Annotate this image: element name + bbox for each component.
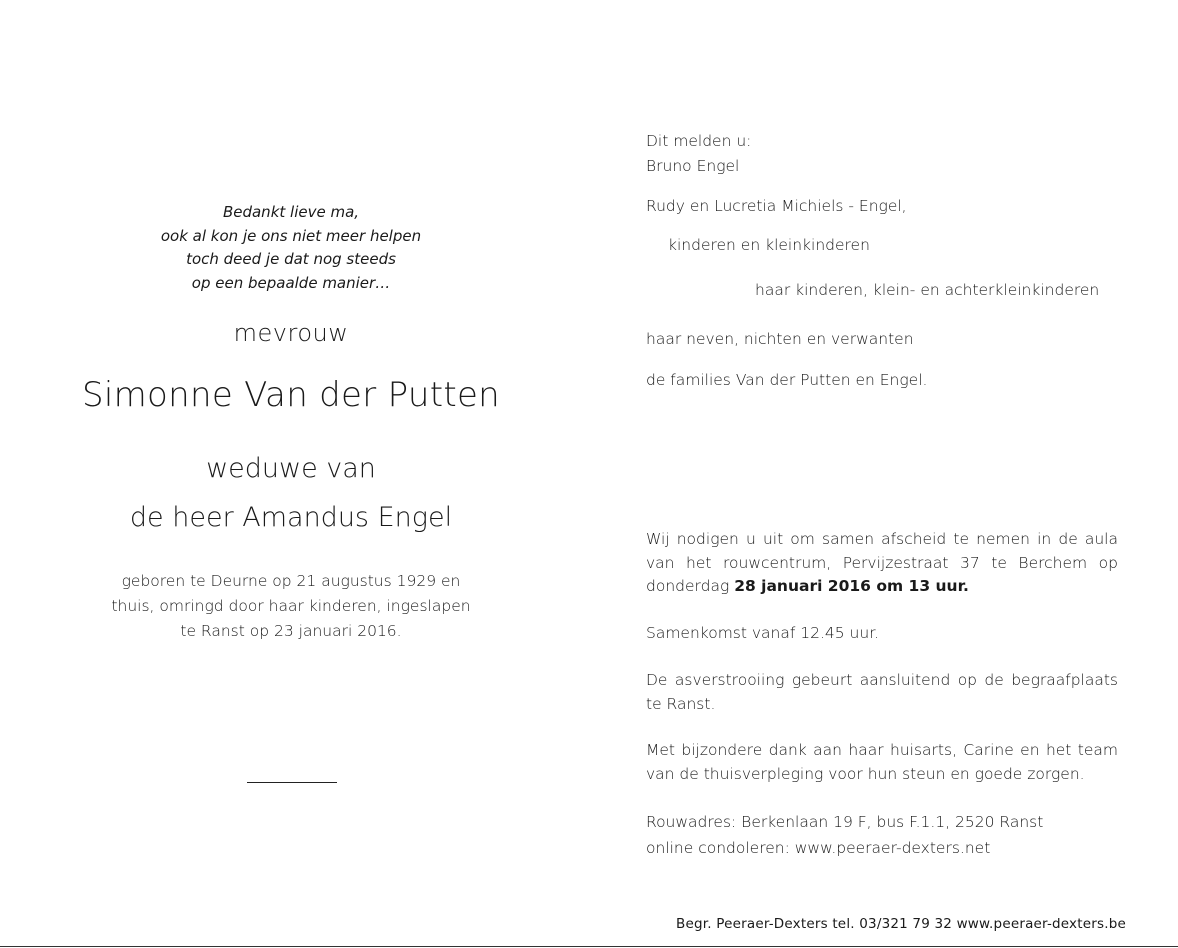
condolences-link[interactable]: online condoleren: www.peeraer-dexters.net xyxy=(646,839,991,857)
poem-line: op een bepaalde manier… xyxy=(191,273,391,292)
funeral-home-footer: Begr. Peeraer-Dexters tel. 03/321 79 32 www.peeraer-dexters.be xyxy=(676,916,1126,932)
poem-line: Bedankt lieve ma, xyxy=(222,203,360,221)
thanks-note: Met bijzondere dank aan haar huisarts, Carine en het team van de thuisverpleging voor hun steun en goede zorgen. xyxy=(646,741,1118,783)
family-member: kinderen en kleinkinderen xyxy=(668,236,870,254)
family-member: haar neven, nichten en verwanten xyxy=(646,330,914,348)
bio-line: thuis, omringd door haar kinderen, ingeslapen xyxy=(111,597,471,615)
announce-intro: Dit melden u: xyxy=(646,132,752,150)
bottom-rule xyxy=(0,946,1178,947)
mourning-address: Rouwadres: Berkenlaan 19 F, bus F.1.1, 2520 Ranst xyxy=(646,813,1044,831)
family-member: Rudy en Lucretia Michiels - Engel, xyxy=(646,197,907,215)
deceased-name: Simonne Van der Putten xyxy=(81,375,501,415)
bio-line: geboren te Deurne op 21 augustus 1929 en xyxy=(121,572,461,590)
widow-label: weduwe van xyxy=(206,453,376,484)
invitation-text: Wij nodigen u uit om samen afscheid te nemen in de aula van het rouwcentrum, Pervijzestraat 37 te Berchem op donderdag xyxy=(646,530,1118,595)
family-member: Bruno Engel xyxy=(646,157,740,175)
poem-line: toch deed je dat nog steeds xyxy=(186,250,396,268)
poem xyxy=(40,201,542,295)
invitation xyxy=(646,528,1118,599)
family-member: haar kinderen, klein- en achterkleinkinderen xyxy=(755,281,1100,299)
scattering-info: De asverstrooiing gebeurt aansluitend op de begraafplaats te Ranst. xyxy=(646,671,1118,713)
family-member: de families Van der Putten en Engel. xyxy=(646,371,928,389)
poem-line: ook al kon je ons niet meer helpen xyxy=(160,226,422,245)
gathering-time: Samenkomst vanaf 12.45 uur. xyxy=(646,624,880,642)
spouse-name: de heer Amandus Engel xyxy=(129,502,453,533)
divider-line xyxy=(247,782,337,783)
honorific: mevrouw xyxy=(233,319,349,347)
biography xyxy=(40,569,542,644)
bio-line: te Ranst op 23 januari 2016. xyxy=(180,622,402,640)
ceremony-date: 28 januari 2016 om 13 uur. xyxy=(734,577,969,595)
